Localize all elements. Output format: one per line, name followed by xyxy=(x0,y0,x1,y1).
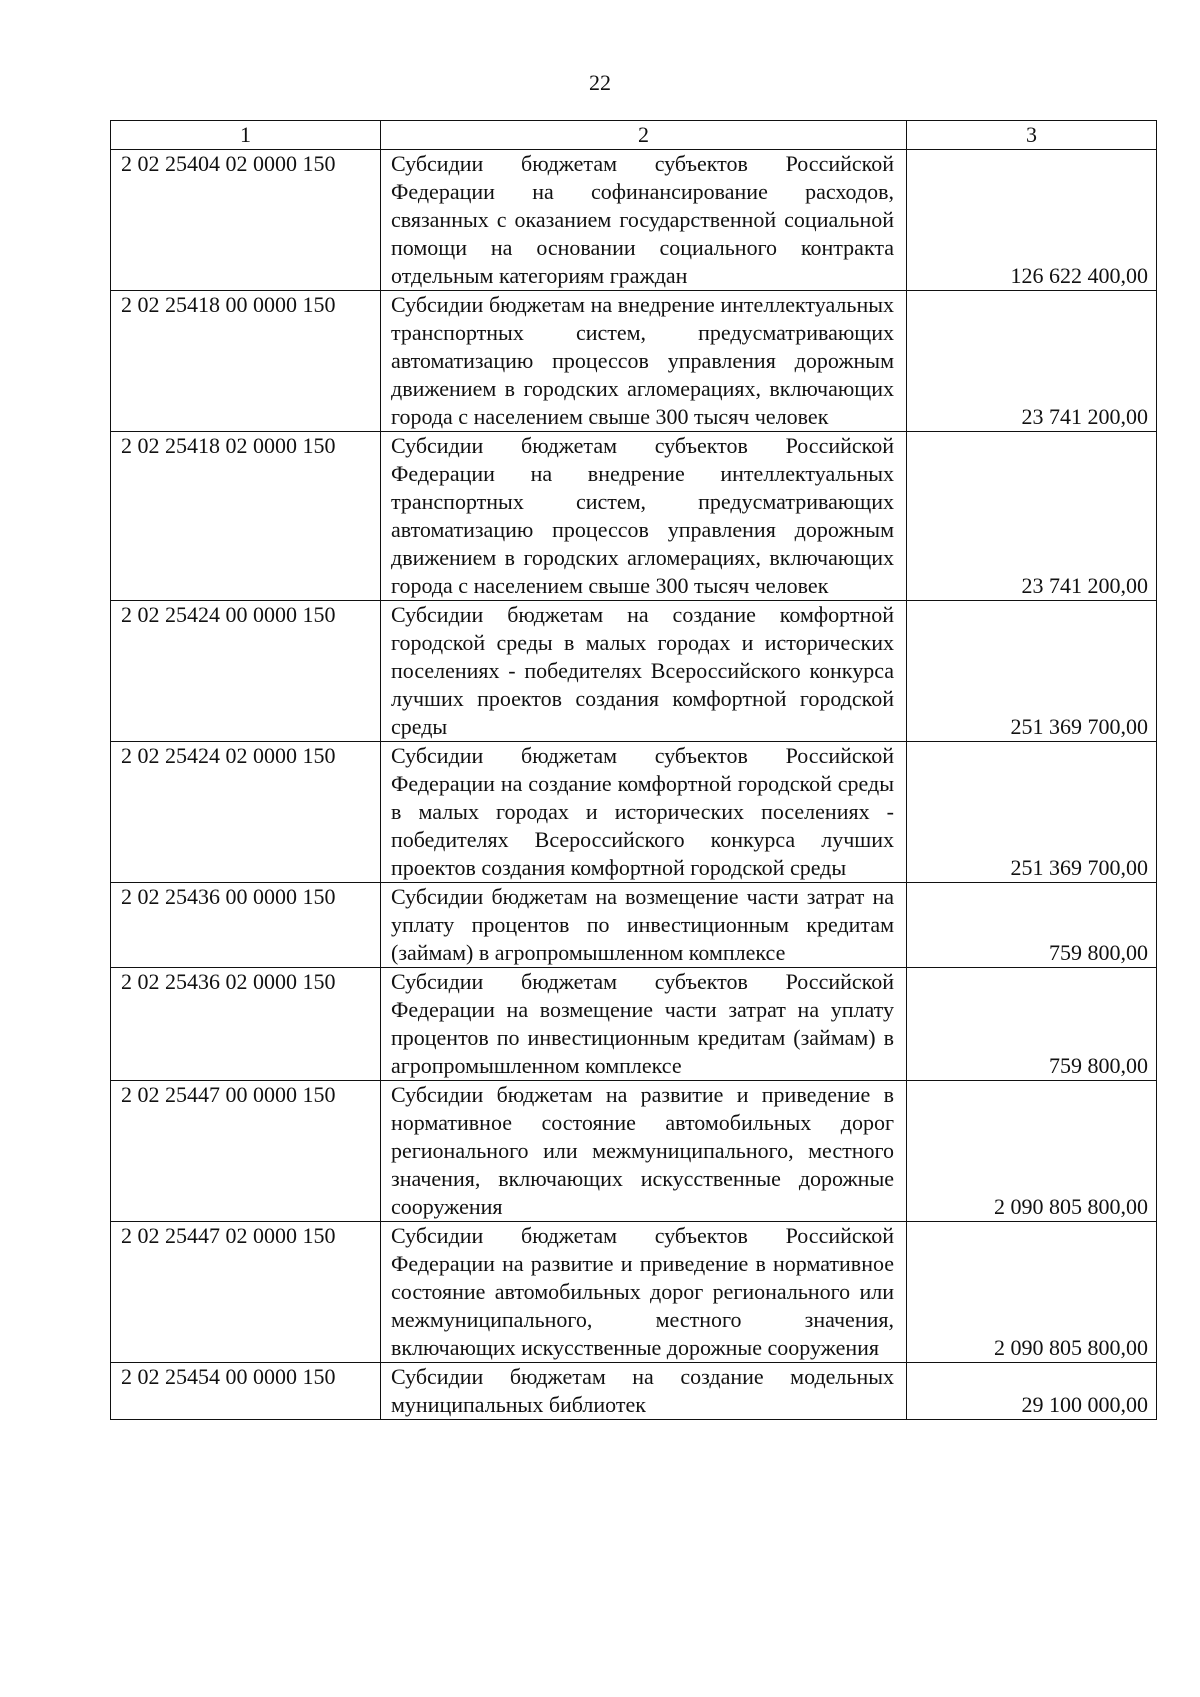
row-code: 2 02 25436 00 0000 150 xyxy=(111,883,381,968)
row-description: Субсидии бюджетам субъектов Российской Федерации на внедрение интеллектуальных транспортных систем, предусматривающих автоматизацию процессов управления дорожным движением в городских агломерациях, включающих города с населением свыше 300 тысяч человек xyxy=(381,432,907,601)
row-description: Субсидии бюджетам субъектов Российской Федерации на создание комфортной городской среды в малых городах и исторических поселениях - победителях Всероссийского конкурса лучших проектов создания комфортной городской среды xyxy=(381,742,907,883)
row-description: Субсидии бюджетам на создание комфортной городской среды в малых городах и исторических поселениях - победителях Всероссийского конкурса лучших проектов создания комфортной городской среды xyxy=(381,601,907,742)
row-amount: 23 741 200,00 xyxy=(907,291,1157,432)
row-code: 2 02 25418 02 0000 150 xyxy=(111,432,381,601)
row-code: 2 02 25447 00 0000 150 xyxy=(111,1081,381,1222)
column-header-code: 1 xyxy=(111,121,381,150)
row-amount: 251 369 700,00 xyxy=(907,742,1157,883)
row-code: 2 02 25447 02 0000 150 xyxy=(111,1222,381,1363)
row-amount: 759 800,00 xyxy=(907,968,1157,1081)
row-description: Субсидии бюджетам на внедрение интеллектуальных транспортных систем, предусматривающих автоматизацию процессов управления дорожным движением в городских агломерациях, включающих города с населением свыше 300 тысяч человек xyxy=(381,291,907,432)
row-description: Субсидии бюджетам на возмещение части затрат на уплату процентов по инвестиционным кредитам (займам) в агропромышленном комплексе xyxy=(381,883,907,968)
row-amount: 759 800,00 xyxy=(907,883,1157,968)
row-code: 2 02 25404 02 0000 150 xyxy=(111,150,381,291)
table-row xyxy=(111,883,1157,968)
table-row xyxy=(111,432,1157,601)
column-header-amount: 3 xyxy=(907,121,1157,150)
table-header-row xyxy=(111,121,1157,150)
table-row xyxy=(111,150,1157,291)
table-row xyxy=(111,1081,1157,1222)
row-code: 2 02 25436 02 0000 150 xyxy=(111,968,381,1081)
row-code: 2 02 25454 00 0000 150 xyxy=(111,1363,381,1420)
row-amount: 126 622 400,00 xyxy=(907,150,1157,291)
column-header-description: 2 xyxy=(381,121,907,150)
row-amount: 2 090 805 800,00 xyxy=(907,1081,1157,1222)
table-row xyxy=(111,1363,1157,1420)
row-amount: 2 090 805 800,00 xyxy=(907,1222,1157,1363)
budget-table xyxy=(110,120,1157,1420)
row-code: 2 02 25424 00 0000 150 xyxy=(111,601,381,742)
table-row xyxy=(111,1222,1157,1363)
row-code: 2 02 25418 00 0000 150 xyxy=(111,291,381,432)
row-description: Субсидии бюджетам субъектов Российской Федерации на софинансирование расходов, связанных с оказанием государственной социальной помощи на основании социального контракта отдельным категориям граждан xyxy=(381,150,907,291)
page-number: 22 xyxy=(589,70,611,95)
row-description: Субсидии бюджетам на создание модельных муниципальных библиотек xyxy=(381,1363,907,1420)
table-row xyxy=(111,968,1157,1081)
table-row xyxy=(111,742,1157,883)
row-amount: 251 369 700,00 xyxy=(907,601,1157,742)
row-description: Субсидии бюджетам субъектов Российской Федерации на развитие и приведение в нормативное состояние автомобильных дорог регионального или межмуниципального, местного значения, включающих искусственные дорожные сооружения xyxy=(381,1222,907,1363)
table-row xyxy=(111,601,1157,742)
row-description: Субсидии бюджетам субъектов Российской Федерации на возмещение части затрат на уплату процентов по инвестиционным кредитам (займам) в агропромышленном комплексе xyxy=(381,968,907,1081)
row-amount: 29 100 000,00 xyxy=(907,1363,1157,1420)
table-row xyxy=(111,291,1157,432)
row-code: 2 02 25424 02 0000 150 xyxy=(111,742,381,883)
row-amount: 23 741 200,00 xyxy=(907,432,1157,601)
row-description: Субсидии бюджетам на развитие и приведение в нормативное состояние автомобильных дорог регионального или межмуниципального, местного значения, включающих искусственные дорожные сооружения xyxy=(381,1081,907,1222)
